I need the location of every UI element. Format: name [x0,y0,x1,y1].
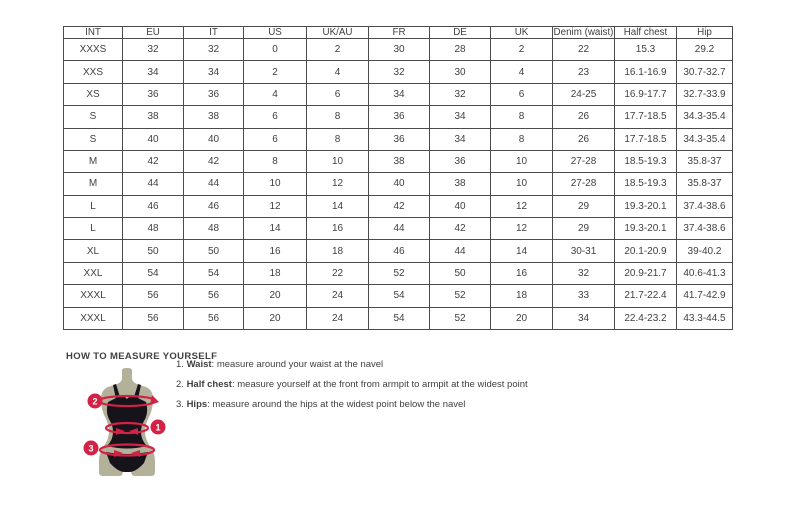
size-cell: 30-31 [553,240,615,262]
size-chart-table [63,26,733,330]
size-cell: 20 [244,307,307,330]
size-cell: 40 [123,128,184,150]
badge-hips [84,441,99,456]
table-row [64,173,733,195]
size-cell: 32 [184,39,244,61]
measure-step-label: Hips [186,399,208,410]
size-cell: 36 [369,106,430,128]
size-cell: 8 [307,128,369,150]
size-cell: 54 [184,262,244,284]
size-cell: 56 [184,307,244,330]
size-cell: 20 [244,285,307,307]
size-cell: 40.6-41.3 [677,262,733,284]
size-cell: 6 [244,106,307,128]
column-header: IT [184,27,244,39]
size-cell: 24-25 [553,83,615,105]
table-row [64,128,733,150]
size-cell: L [64,218,123,240]
size-cell: 34 [184,61,244,83]
column-header: US [244,27,307,39]
size-cell: 10 [244,173,307,195]
table-row [64,195,733,217]
size-cell: 17.7-18.5 [615,106,677,128]
badge-waist-number: 1 [155,422,161,433]
badge-hips-number: 3 [88,443,94,454]
size-cell: 0 [244,39,307,61]
measure-guide-title: HOW TO MEASURE YOURSELF [66,351,218,362]
size-cell: 29 [553,218,615,240]
size-cell: XXXL [64,285,123,307]
size-cell: 12 [244,195,307,217]
size-cell: 18.5-19.3 [615,173,677,195]
size-cell: 27-28 [553,150,615,172]
column-header: Denim (waist) [553,27,614,38]
size-cell: 50 [430,262,491,284]
size-cell: 32 [430,83,491,105]
column-header: INT [64,27,123,39]
size-cell: 22 [553,39,615,61]
size-cell: 32 [123,39,184,61]
size-cell: 12 [307,173,369,195]
size-cell: 16.9-17.7 [615,83,677,105]
size-cell: 8 [244,150,307,172]
table-row [64,240,733,262]
size-cell: 54 [369,307,430,330]
size-cell: 54 [123,262,184,284]
size-cell: 24 [307,307,369,330]
size-cell: 34 [430,106,491,128]
size-cell: 29 [553,195,615,217]
size-cell: 4 [244,83,307,105]
size-cell: 19.3-20.1 [615,218,677,240]
size-cell: 44 [123,173,184,195]
size-cell: 52 [430,307,491,330]
size-cell: 34 [430,128,491,150]
size-cell: 44 [369,218,430,240]
table-row [64,218,733,240]
measure-step-label: Half chest [186,379,232,390]
size-cell: 22.4-23.2 [615,307,677,330]
size-cell: 39-40.2 [677,240,733,262]
measure-steps [176,359,528,419]
size-cell: XXL [64,262,123,284]
size-cell: 29.2 [677,39,733,61]
size-cell: L [64,195,123,217]
size-cell: 16.1-16.9 [615,61,677,83]
table-row [64,285,733,307]
size-cell: 40 [369,173,430,195]
size-cell: XS [64,83,123,105]
size-cell: 43.3-44.5 [677,307,733,330]
size-cell: 12 [491,218,553,240]
size-cell: 32 [553,262,615,284]
size-cell: 26 [553,128,615,150]
size-cell: 32 [369,61,430,83]
size-cell: 26 [553,106,615,128]
size-cell: 30 [369,39,430,61]
mannequin-illustration [70,368,182,482]
size-cell: 19.3-20.1 [615,195,677,217]
size-chart-body [64,39,733,330]
size-cell: 18 [244,262,307,284]
size-cell: S [64,106,123,128]
size-cell: 36 [123,83,184,105]
size-cell: 34 [553,307,615,330]
size-cell: 42 [184,150,244,172]
size-cell: 18.5-19.3 [615,150,677,172]
size-cell: 18 [307,240,369,262]
measure-step-number: 1. [176,359,187,370]
measure-step [176,379,528,390]
size-cell: 23 [553,61,615,83]
measure-step-number: 2. [176,379,187,390]
size-cell: 21.7-22.4 [615,285,677,307]
size-cell: 28 [430,39,491,61]
size-cell: XXXL [64,307,123,330]
column-header: Half chest [615,27,677,39]
size-cell: 33 [553,285,615,307]
size-cell: 8 [491,106,553,128]
column-header: UK/AU [307,27,369,39]
badge-chest-number: 2 [92,396,98,407]
size-cell: 14 [244,218,307,240]
size-cell: 10 [307,150,369,172]
size-cell: S [64,128,123,150]
size-cell: 42 [369,195,430,217]
size-cell: XL [64,240,123,262]
column-header: DE [430,27,491,39]
badge-waist [151,420,166,435]
size-cell: M [64,150,123,172]
size-cell: 46 [123,195,184,217]
size-cell: 20 [491,307,553,330]
size-cell: 10 [491,173,553,195]
size-cell: 56 [123,307,184,330]
size-cell: 38 [184,106,244,128]
size-cell: 18 [491,285,553,307]
column-header: UK [491,27,553,39]
size-cell: 4 [307,61,369,83]
size-cell: 38 [123,106,184,128]
size-cell: 6 [244,128,307,150]
table-row [64,262,733,284]
size-cell: 56 [123,285,184,307]
size-chart-section [63,26,733,330]
size-cell: 41.7-42.9 [677,285,733,307]
size-cell: 42 [123,150,184,172]
size-cell: 38 [369,150,430,172]
size-cell: 34.3-35.4 [677,128,733,150]
size-cell: 2 [491,39,553,61]
size-cell: 36 [369,128,430,150]
size-cell: 48 [123,218,184,240]
size-cell: 16 [307,218,369,240]
size-cell: 17.7-18.5 [615,128,677,150]
column-header: Hip [677,27,733,39]
size-cell: M [64,173,123,195]
table-row [64,83,733,105]
badge-chest [88,394,103,409]
size-cell: 50 [123,240,184,262]
size-cell: 52 [430,285,491,307]
measure-step-text: : measure around your waist at the navel [211,359,384,370]
column-header: EU [123,27,184,39]
size-cell: 36 [430,150,491,172]
size-cell: XXXS [64,39,123,61]
measure-step-label: Waist [186,359,212,370]
size-cell: 35.8-37 [677,173,733,195]
size-cell: 8 [307,106,369,128]
size-cell: 8 [491,128,553,150]
size-cell: 52 [369,262,430,284]
size-cell: 16 [244,240,307,262]
size-cell: XXS [64,61,123,83]
size-cell: 30 [430,61,491,83]
size-cell: 42 [430,218,491,240]
size-cell: 15.3 [615,39,677,61]
size-cell: 37.4-38.6 [677,218,733,240]
size-cell: 36 [184,83,244,105]
header-row [64,27,733,39]
size-cell: 34.3-35.4 [677,106,733,128]
measure-step-text: : measure around the hips at the widest point below the navel [207,399,466,410]
size-cell: 14 [491,240,553,262]
size-cell: 44 [184,173,244,195]
size-cell: 6 [307,83,369,105]
size-cell: 2 [307,39,369,61]
measure-step-number: 3. [176,399,187,410]
size-cell: 56 [184,285,244,307]
table-row [64,39,733,61]
size-cell: 10 [491,150,553,172]
size-cell: 34 [369,83,430,105]
size-cell: 32.7-33.9 [677,83,733,105]
size-cell: 46 [369,240,430,262]
size-cell: 50 [184,240,244,262]
size-cell: 2 [244,61,307,83]
size-cell: 24 [307,285,369,307]
size-chart-header [64,27,733,39]
table-row [64,150,733,172]
size-cell: 30.7-32.7 [677,61,733,83]
size-cell: 37.4-38.6 [677,195,733,217]
size-cell: 16 [491,262,553,284]
size-cell: 22 [307,262,369,284]
size-cell: 14 [307,195,369,217]
size-cell: 54 [369,285,430,307]
measure-step [176,399,528,410]
size-cell: 44 [430,240,491,262]
size-cell: 40 [430,195,491,217]
size-cell: 6 [491,83,553,105]
measure-step-text: : measure yourself at the front from armpit to armpit at the widest point [231,379,528,390]
size-cell: 48 [184,218,244,240]
size-cell: 35.8-37 [677,150,733,172]
measure-step [176,359,528,370]
table-row [64,106,733,128]
table-row [64,61,733,83]
table-row [64,307,733,330]
size-cell: 27-28 [553,173,615,195]
size-cell: 20.9-21.7 [615,262,677,284]
size-cell: 46 [184,195,244,217]
size-cell: 4 [491,61,553,83]
size-cell: 34 [123,61,184,83]
size-cell: 38 [430,173,491,195]
size-cell: 40 [184,128,244,150]
size-cell: 12 [491,195,553,217]
column-header: FR [369,27,430,39]
size-cell: 20.1-20.9 [615,240,677,262]
